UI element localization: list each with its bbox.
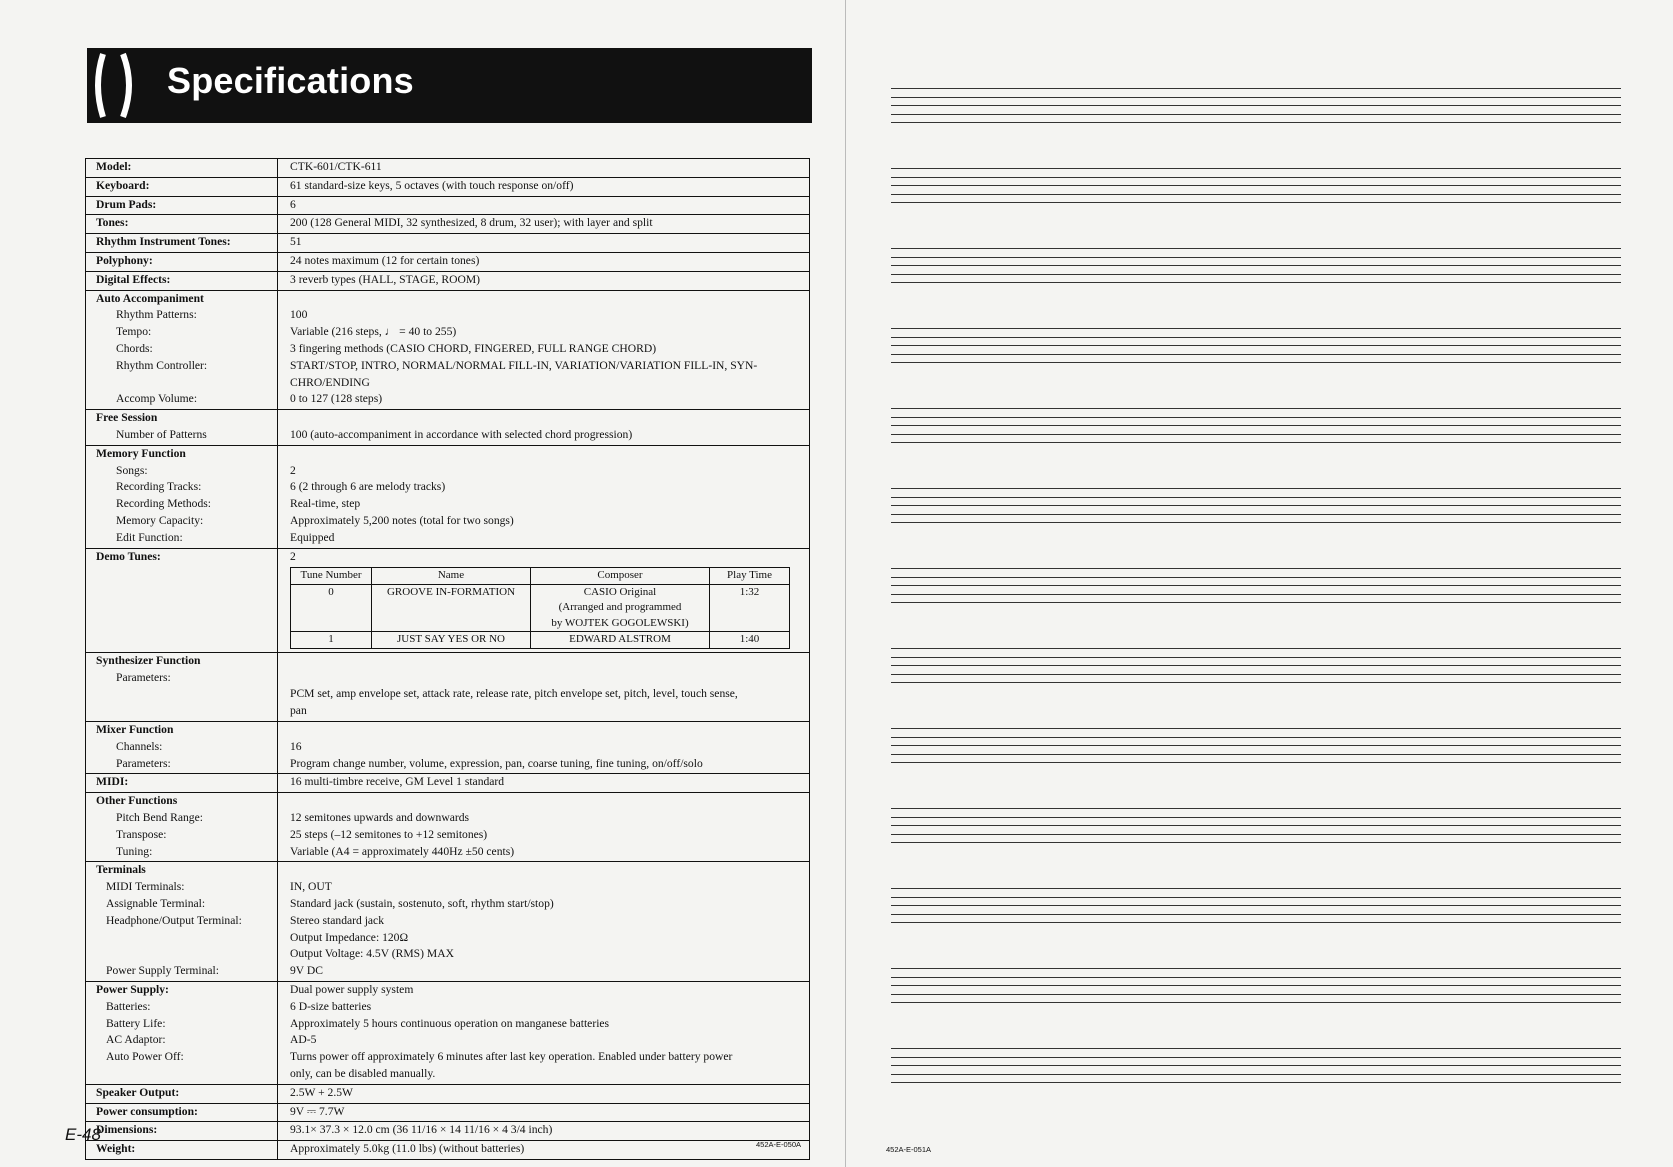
tune-composer: EDWARD ALSTROM [531, 632, 710, 649]
staff-line [891, 905, 1621, 906]
spec-value: Real-time, step [290, 497, 361, 511]
spec-label-group [86, 722, 278, 774]
staff-line [891, 728, 1621, 729]
spec-value: Approximately 5.0kg (11.0 lbs) (without batteries) [278, 1141, 810, 1160]
staff-line [891, 185, 1621, 186]
tune-time: 1:32 [710, 584, 790, 632]
music-staff [891, 888, 1621, 968]
spec-value-group [278, 793, 810, 862]
table-row [86, 159, 810, 178]
table-row [86, 1103, 810, 1122]
tune-number: 1 [291, 632, 372, 649]
spec-sublabel: Auto Power Off: [106, 1050, 184, 1064]
staff-line [891, 514, 1621, 515]
spec-label: Mixer Function [96, 723, 174, 737]
staff-line [891, 202, 1621, 203]
spec-value: Variable (216 steps, ♩ = 40 to 255) [290, 325, 457, 339]
staff-line [891, 737, 1621, 738]
staff-line [891, 282, 1621, 283]
spec-label: Memory Function [96, 446, 186, 460]
spec-value: pan [290, 704, 307, 718]
staff-line [891, 168, 1621, 169]
spec-label: Power Supply: [96, 982, 169, 996]
spec-sublabel: Batteries: [106, 999, 151, 1013]
table-row [86, 271, 810, 290]
spec-sublabel: Number of Patterns [116, 427, 207, 441]
staff-line [891, 1002, 1621, 1003]
spec-label: Demo Tunes: [86, 548, 278, 652]
spec-value: Stereo standard jack [290, 913, 385, 927]
staff-line [891, 825, 1621, 826]
staff-line [891, 345, 1621, 346]
tune-number: 0 [291, 584, 372, 632]
spec-value: Equipped [290, 530, 335, 544]
staff-line [891, 265, 1621, 266]
table-row [86, 252, 810, 271]
spec-sublabel: Edit Function: [116, 530, 183, 544]
staff-line [891, 665, 1621, 666]
staff-line [891, 497, 1621, 498]
spec-label-group [86, 981, 278, 1084]
spec-value-group [278, 722, 810, 774]
specifications-table [85, 158, 810, 1160]
spec-value: IN, OUT [290, 880, 332, 894]
spec-value-group [278, 290, 810, 410]
staff-line [891, 442, 1621, 443]
spec-value: 9V DC [290, 964, 323, 978]
table-row [86, 1122, 810, 1141]
staff-line [891, 488, 1621, 489]
spec-sublabel: Pitch Bend Range: [116, 811, 203, 824]
spec-value: Turns power off approximately 6 minutes after last key operation. Enabled under battery power [290, 1050, 733, 1064]
spec-sublabel: Rhythm Patterns: [116, 308, 197, 322]
staff-line [891, 257, 1621, 258]
music-staff [891, 808, 1621, 888]
spec-label: MIDI: [86, 774, 278, 793]
spacer [96, 946, 269, 963]
staff-line [891, 602, 1621, 603]
tune-time: 1:40 [710, 632, 790, 649]
spacer [290, 722, 801, 739]
spec-value: START/STOP, INTRO, NORMAL/NORMAL FILL-IN, VARIATION/VARIATION FILL-IN, SYN- [290, 358, 758, 372]
spec-value: 25 steps (–12 semitones to +12 semitones) [290, 827, 488, 841]
spec-value: 0 to 127 (128 steps) [290, 392, 383, 406]
spec-label: Auto Accompaniment [96, 291, 204, 305]
spec-value: Program change number, volume, expression, pan, coarse tuning, fine tuning, on/off/solo [290, 756, 703, 770]
tune-composer [531, 584, 710, 632]
table-row [291, 632, 790, 649]
spec-value: 100 [290, 308, 308, 322]
spec-sublabel: Headphone/Output Terminal: [106, 913, 242, 927]
staff-line [891, 897, 1621, 898]
spacer [96, 930, 269, 947]
bracket-icon [87, 48, 147, 123]
staff-line [891, 1065, 1621, 1066]
tune-name: GROOVE IN-FORMATION [372, 584, 531, 632]
staff-line [891, 888, 1621, 889]
spec-sublabel: Tuning: [116, 844, 153, 858]
document-code: 452A-E-051A [886, 1145, 932, 1154]
spec-value-group [278, 981, 810, 1084]
staff-line [891, 594, 1621, 595]
table-row [291, 584, 790, 632]
table-row [86, 196, 810, 215]
staff-line [891, 762, 1621, 763]
music-staff [891, 408, 1621, 488]
table-row [86, 1084, 810, 1103]
staff-line [891, 177, 1621, 178]
spec-value: 2 [290, 549, 296, 563]
staff-line [891, 568, 1621, 569]
spec-value: PCM set, amp envelope set, attack rate, release rate, pitch envelope set, pitch, level, touch sense, [290, 687, 738, 701]
staff-line [891, 968, 1621, 969]
spacer [290, 653, 801, 670]
spec-label: Terminals [96, 863, 146, 877]
staff-line [891, 648, 1621, 649]
spec-label: Digital Effects: [86, 271, 278, 290]
staff-line [891, 522, 1621, 523]
spec-label: Drum Pads: [86, 196, 278, 215]
spec-sublabel: Rhythm Controller: [116, 358, 208, 372]
demo-tunes-table [290, 567, 790, 649]
spec-label: Speaker Output: [86, 1084, 278, 1103]
spec-sublabel: Parameters: [116, 756, 171, 770]
composer-line: (Arranged and programmed [558, 601, 682, 614]
spec-value: 3 fingering methods (CASIO CHORD, FINGERED, FULL RANGE CHORD) [290, 341, 657, 355]
staff-line [891, 354, 1621, 355]
spec-value: Output Voltage: 4.5V (RMS) MAX [290, 947, 454, 961]
spec-value: Approximately 5,200 notes (total for two songs) [290, 513, 514, 527]
spec-value: Variable (A4 = approximately 440Hz ±50 cents) [290, 844, 515, 858]
spacer [290, 410, 801, 427]
table-row [86, 652, 810, 721]
spec-sublabel: AC Adaptor: [106, 1033, 166, 1047]
table-row [86, 410, 810, 446]
spec-value: 61 standard-size keys, 5 octaves (with touch response on/off) [278, 177, 810, 196]
spacer [96, 375, 269, 392]
spec-label-group [86, 862, 278, 982]
spec-value: 24 notes maximum (12 for certain tones) [278, 252, 810, 271]
staff-line [891, 425, 1621, 426]
spec-label: Power consumption: [86, 1103, 278, 1122]
page-number: E-48 [65, 1125, 101, 1144]
spec-sublabel: Channels: [116, 739, 163, 753]
table-row [86, 177, 810, 196]
composer-line: by WOJTEK GOGOLEWSKI) [551, 616, 689, 629]
staff-line [891, 745, 1621, 746]
table-row [86, 1141, 810, 1160]
spec-label-group [86, 445, 278, 548]
column-header: Play Time [710, 568, 790, 585]
staff-line [891, 362, 1621, 363]
spec-value: 51 [278, 234, 810, 253]
composer-line: CASIO Original [583, 585, 657, 598]
staff-line [891, 408, 1621, 409]
spec-sublabel: Power Supply Terminal: [106, 964, 219, 978]
staff-line [891, 977, 1621, 978]
staff-line [891, 834, 1621, 835]
staff-line [891, 1082, 1621, 1083]
column-header: Composer [531, 568, 710, 585]
spec-sublabel: Memory Capacity: [116, 513, 204, 527]
staff-line [891, 994, 1621, 995]
spec-sublabel: Recording Methods: [116, 497, 211, 511]
music-staff [891, 248, 1621, 328]
table-row [86, 290, 810, 410]
staff-line [891, 674, 1621, 675]
spacer [290, 793, 801, 810]
spec-value: Output Impedance: 120Ω [290, 930, 409, 944]
spec-value: 3 reverb types (HALL, STAGE, ROOM) [278, 271, 810, 290]
spec-value-group [278, 410, 810, 446]
staff-line [891, 682, 1621, 683]
spec-value: 93.1× 37.3 × 12.0 cm (36 11/16 × 14 11/16 × 4 3/4 inch) [278, 1122, 810, 1141]
spec-value: only, can be disabled manually. [290, 1066, 436, 1080]
staff-line [891, 88, 1621, 89]
spec-value: Dual power supply system [290, 982, 414, 996]
staff-line [891, 417, 1621, 418]
spacer [290, 862, 801, 879]
staff-line [891, 1074, 1621, 1075]
music-staff [891, 568, 1621, 648]
staff-line [891, 914, 1621, 915]
staff-line [891, 1048, 1621, 1049]
music-staff [891, 648, 1621, 728]
table-row [86, 445, 810, 548]
staff-line [891, 328, 1621, 329]
staff-line [891, 97, 1621, 98]
music-staff [891, 328, 1621, 408]
spec-value: 6 D-size batteries [290, 999, 372, 1013]
spec-value: 16 [290, 739, 302, 753]
spec-label: Synthesizer Function [96, 653, 201, 667]
table-row [86, 793, 810, 862]
spec-value-group [278, 862, 810, 982]
staff-line [891, 434, 1621, 435]
music-staff [891, 1048, 1621, 1128]
spec-label-group [86, 410, 278, 446]
table-row [86, 722, 810, 774]
music-staff [891, 968, 1621, 1048]
spec-label: Other Functions [96, 794, 178, 808]
staff-line [891, 577, 1621, 578]
spec-sublabel: Parameters: [116, 670, 171, 684]
spec-value-group [278, 445, 810, 548]
spec-label: Dimensions: [86, 1122, 278, 1141]
page-title: Specifications [167, 60, 414, 101]
music-staff [891, 168, 1621, 248]
spec-value: Standard jack (sustain, sostenuto, soft, rhythm start/stop) [290, 896, 554, 910]
spec-value: AD-5 [290, 1033, 317, 1047]
spec-label: Free Session [96, 411, 158, 425]
staff-line [891, 657, 1621, 658]
spec-value-group [278, 548, 810, 652]
spec-value: CTK-601/CTK-611 [278, 159, 810, 178]
column-header: Name [372, 568, 531, 585]
music-staff [891, 88, 1621, 168]
spec-label: Keyboard: [86, 177, 278, 196]
table-row [86, 234, 810, 253]
staff-line [891, 922, 1621, 923]
tune-name: JUST SAY YES OR NO [372, 632, 531, 649]
staff-line [891, 122, 1621, 123]
spec-sublabel: Recording Tracks: [116, 480, 202, 494]
spec-value: CHRO/ENDING [290, 375, 370, 389]
music-staff [891, 728, 1621, 808]
spec-sublabel: Tempo: [116, 325, 152, 339]
spec-value: 2.5W + 2.5W [278, 1084, 810, 1103]
spec-value: 2 [290, 463, 296, 477]
spec-value: 9V ⎓ 7.7W [278, 1103, 810, 1122]
right-page [846, 0, 1673, 1167]
staff-line [891, 194, 1621, 195]
spec-value: 12 semitones upwards and downwards [290, 811, 470, 824]
music-staff [891, 488, 1621, 568]
spec-value: 6 [278, 196, 810, 215]
staff-line [891, 105, 1621, 106]
staff-line [891, 1057, 1621, 1058]
spec-sublabel: Chords: [116, 341, 153, 355]
staff-line [891, 337, 1621, 338]
spec-value: 200 (128 General MIDI, 32 synthesized, 8 drum, 32 user); with layer and split [278, 215, 810, 234]
spec-sublabel: Accomp Volume: [116, 392, 198, 406]
spacer [290, 291, 801, 308]
staff-line [891, 842, 1621, 843]
spec-value: 100 (auto-accompaniment in accordance with selected chord progression) [290, 427, 633, 441]
music-staves [891, 88, 1621, 1128]
staff-line [891, 808, 1621, 809]
staff-line [891, 505, 1621, 506]
spec-value: 6 (2 through 6 are melody tracks) [290, 480, 446, 494]
table-row [86, 862, 810, 982]
section-header [87, 48, 812, 123]
spacer [290, 670, 801, 687]
spec-label-group [86, 652, 278, 721]
column-header: Tune Number [291, 568, 372, 585]
staff-line [891, 985, 1621, 986]
spec-label: Model: [86, 159, 278, 178]
spec-sublabel: Assignable Terminal: [106, 896, 206, 910]
table-header-row [291, 568, 790, 585]
staff-line [891, 114, 1621, 115]
spec-sublabel: MIDI Terminals: [106, 880, 185, 894]
spec-label: Tones: [86, 215, 278, 234]
spec-label: Polyphony: [86, 252, 278, 271]
spec-value: Approximately 5 hours continuous operation on manganese batteries [290, 1016, 610, 1030]
staff-line [891, 274, 1621, 275]
spec-label: Weight: [86, 1141, 278, 1160]
staff-line [891, 817, 1621, 818]
spec-label-group [86, 290, 278, 410]
spacer [290, 446, 801, 463]
spec-label: Rhythm Instrument Tones: [86, 234, 278, 253]
spec-value: 16 multi-timbre receive, GM Level 1 standard [278, 774, 810, 793]
table-row [86, 774, 810, 793]
table-row [86, 548, 810, 652]
spec-value-group [278, 652, 810, 721]
staff-line [891, 248, 1621, 249]
staff-line [891, 585, 1621, 586]
spec-label-group [86, 793, 278, 862]
staff-line [891, 754, 1621, 755]
spec-sublabel: Transpose: [116, 827, 167, 841]
spec-sublabel: Songs: [116, 463, 148, 477]
document-code: 452A-E-050A [756, 1140, 802, 1149]
spec-sublabel: Battery Life: [106, 1016, 166, 1030]
table-row [86, 981, 810, 1084]
table-row [86, 215, 810, 234]
